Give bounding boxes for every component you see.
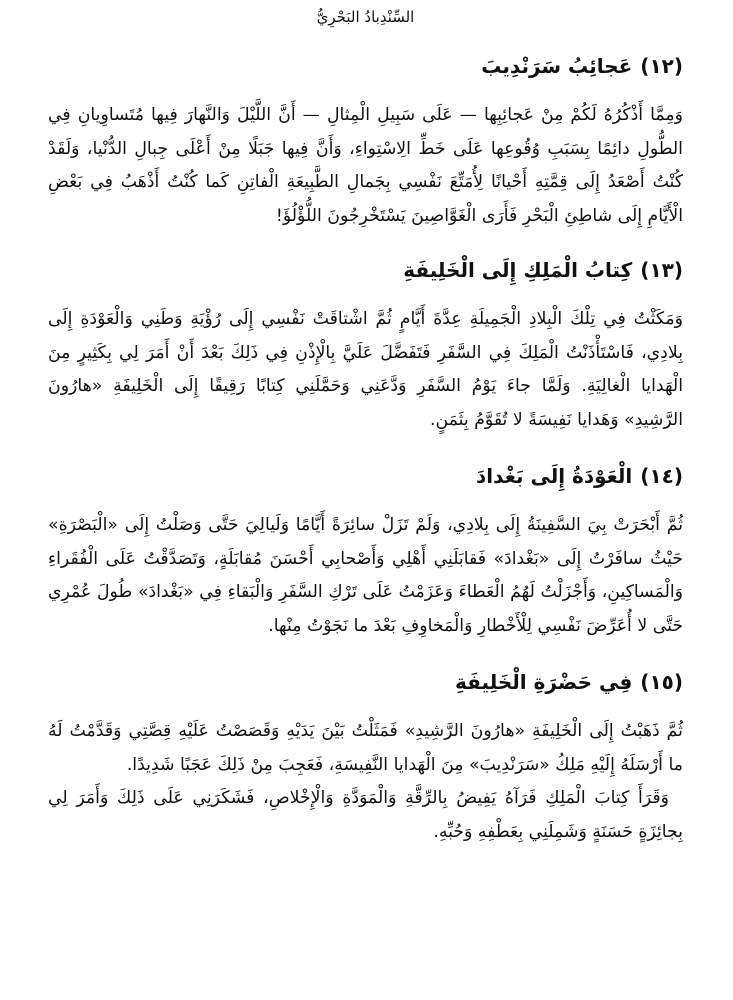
chapter-title: الْعَوْدَةُ إِلَى بَغْدادَ xyxy=(476,464,633,488)
chapter-heading xyxy=(48,462,683,490)
chapter-body xyxy=(48,715,683,849)
chapter-number: (١٤) xyxy=(640,464,683,488)
chapter-12 xyxy=(48,52,683,233)
chapter-13 xyxy=(48,256,683,437)
chapter-title: عَجائِبُ سَرَنْدِيبَ xyxy=(481,54,633,78)
chapter-heading xyxy=(48,256,683,284)
running-header: السِّنْدِبادُ البَحْرِيُّ xyxy=(316,8,415,26)
chapter-heading xyxy=(48,52,683,80)
chapter-title: فِي حَضْرَةِ الْخَلِيفَةِ xyxy=(455,670,633,694)
chapter-body xyxy=(48,303,683,437)
paragraph: وَمِمَّا أَذْكُرُهُ لَكُمْ مِنْ عَجائِبِها — عَلَى سَبِيلِ الْمِثالِ — أَنَّ اللَّيْلَ وَالنَّهارَ فِيها مُتَساوِيانِ فِي الطُّولِ دائِمًا بِسَبَبِ وُقُوعِها عَلَى خَطِّ الِاسْتِواءِ، وَأَنَّ فِيها جَبَلًا مِنْ أَعْلَى جِبالِ الدُّنْيا، وَلَقَدْ كُنْتُ أَصْعَدُ إِلَى قِمَّتِهِ أَحْيانًا لِأُمَتِّعَ نَفْسِي بِجَمالِ الطَّبِيعَةِ الْفاتِنِ كَما كُنْتُ أَذْهَبُ فِي بَعْضِ الْأَيَّامِ إِلَى شاطِئِ الْبَحْرِ فَأَرَى الْغَوَّاصِينَ يَسْتَخْرِجُونَ اللُّؤْلُؤَ! xyxy=(48,105,683,226)
paragraph: ثُمَّ أَبْحَرَتْ بِيَ السَّفِينَةُ إِلَى بِلادِي، وَلَمْ تَزَلْ سائِرَةً أَيَّامًا وَلَيالِيَ حَتَّى وَصَلْتُ إِلَى «الْبَصْرَةِ» حَيْثُ سافَرْتُ إِلَى «بَغْدادَ» فَقابَلَنِي أَهْلِي وَأَصْحابِي أَحْسَنَ مُقابَلَةٍ، وَتَصَدَّقْتُ عَلَى الْفُقَراءِ وَالْمَساكِينِ، وَأَجْزَلْتُ لَهُمُ الْعَطاءَ وَعَزَمْتُ عَلَى تَرْكِ السَّفَرِ وَالْبَقاءِ فِي «بَغْدادَ» طُولَ عُمْرِي حَتَّى لا أُعَرِّضَ نَفْسِي لِلْأَخْطارِ وَالْمَخاوِفِ بَعْدَ ما نَجَوْتُ مِنْها. xyxy=(48,515,683,636)
paragraph: ثُمَّ ذَهَبْتُ إِلَى الْخَلِيفَةِ «هارُونَ الرَّشِيدِ» فَمَثَلْتُ بَيْنَ يَدَيْهِ وَقَصَصْتُ عَلَيْهِ قِصَّتِي وَقَدَّمْتُ لَهُ ما أَرْسَلَهُ إِلَيْهِ مَلِكُ «سَرَنْدِيبَ» مِنَ الْهَدايا النَّفِيسَةِ، فَعَجِبَ مِنْ ذَلِكَ عَجَبًا شَدِيدًا. xyxy=(48,721,683,775)
chapter-title: كِتابُ الْمَلِكِ إِلَى الْخَلِيفَةِ xyxy=(403,258,633,282)
chapter-body xyxy=(48,509,683,643)
chapter-number: (١٣) xyxy=(640,258,683,282)
chapter-heading xyxy=(48,668,683,696)
chapter-number: (١٢) xyxy=(640,54,683,78)
chapter-body xyxy=(48,99,683,233)
chapter-number: (١٥) xyxy=(640,670,683,694)
chapter-15 xyxy=(48,668,683,849)
paragraph: وَمَكَثْتُ فِي تِلْكَ الْبِلادِ الْجَمِيلَةِ عِدَّةَ أَيَّامٍ ثُمَّ اشْتاقَتْ نَفْسِي إِلَى رُؤْيَةِ وَطَنِي وَالْعَوْدَةِ إِلَى بِلادِي، فَاسْتَأْذَنْتُ الْمَلِكَ فِي السَّفَرِ فَتَفَضَّلَ عَلَيَّ بِالْإِذْنِ فِي ذَلِكَ بَعْدَ أَنْ أَمَرَ لِي بِكَثِيرٍ مِنَ الْهَدايا الْغالِيَةِ. وَلَمَّا جاءَ يَوْمُ السَّفَرِ وَدَّعَنِي وَحَمَّلَنِي كِتابًا رَقِيقًا إِلَى الْخَلِيفَةِ «هارُونَ الرَّشِيدِ» وَهَدايا نَفِيسَةً لا تُقَوَّمُ بِثَمَنٍ. xyxy=(48,309,683,430)
chapter-14 xyxy=(48,462,683,643)
paragraph: وَقَرَأَ كِتابَ الْمَلِكِ فَرَآهُ يَفِيضُ بِالرِّقَّةِ وَالْمَوَدَّةِ وَالْإِخْلاصِ، فَشَكَرَنِي عَلَى ذَلِكَ وَأَمَرَ لِي بِجائِزَةٍ حَسَنَةٍ وَشَمِلَنِي بِعَطْفِهِ وَحُبِّهِ. xyxy=(48,788,683,842)
